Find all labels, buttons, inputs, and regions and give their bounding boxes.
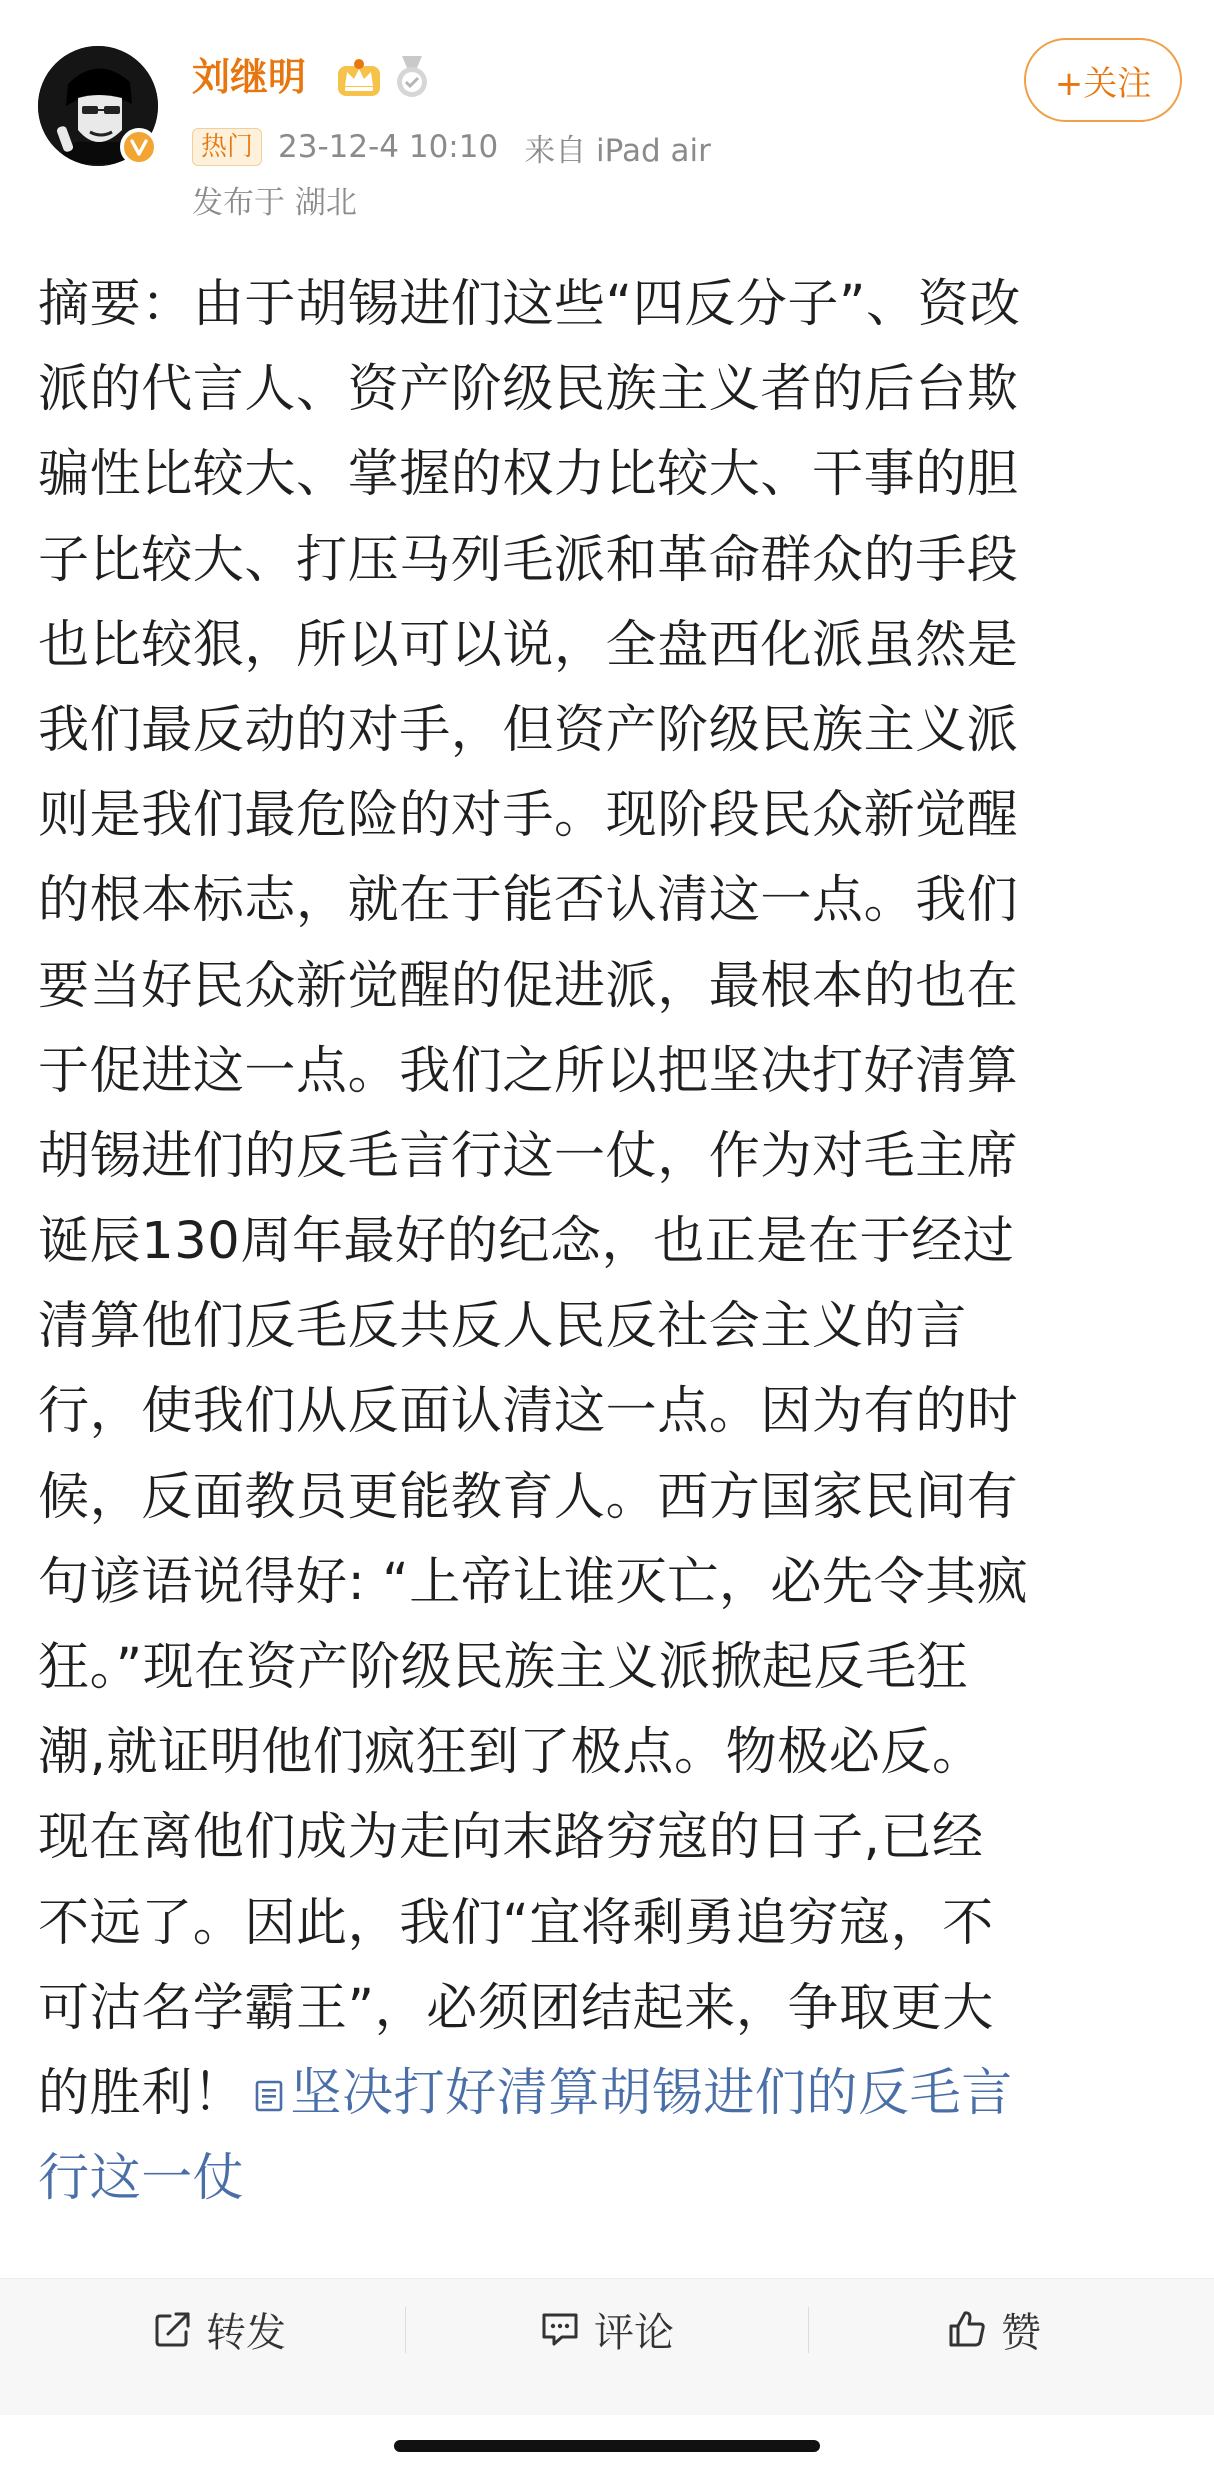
post-text-line: 要当好民众新觉醒的促进派，最根本的也在: [38, 956, 1019, 1016]
post-text-line: 现在离他们成为走向末路穷寇的日子,已经: [38, 1808, 984, 1868]
article-link[interactable]: 坚决打好清算胡锡进们的反毛言: [290, 2063, 1013, 2123]
post-body: [38, 262, 1188, 2221]
post-text-line: 也比较狠，所以可以说，全盘西化派虽然是: [38, 615, 1019, 675]
post-text-line: 清算他们反毛反共反人民反社会主义的言: [38, 1297, 967, 1357]
verified-badge-icon: [120, 128, 158, 166]
post-text-line: 则是我们最危险的对手。现阶段民众新觉醒: [38, 786, 1019, 846]
medal-icon: [392, 54, 432, 100]
post-text-line: 子比较大、打压马列毛派和革命群众的手段: [38, 530, 1019, 590]
post-text-line: 潮,就证明他们疯狂到了极点。物极必反。: [38, 1723, 984, 1783]
post-text-line-with-link: [38, 2051, 1188, 2136]
post-text-line: 句谚语说得好: “上帝让谁灭亡，必先令其疯: [38, 1552, 1029, 1612]
post-text-line: 行，使我们从反面认清这一点。因为有的时: [38, 1382, 1019, 1442]
post-text-line: 可沽名学霸王”，必须团结起来，争取更大: [38, 1978, 994, 2038]
post-meta: [192, 124, 711, 170]
username[interactable]: 刘继明: [192, 55, 307, 99]
post-text-line: 不远了。因此，我们“宜将剩勇追穷寇，不: [38, 1893, 994, 1953]
repost-label: 转发: [206, 2309, 286, 2356]
comment-label: 评论: [594, 2309, 674, 2356]
like-label: 赞: [1001, 2309, 1041, 2356]
post-text-line: [38, 2136, 1188, 2221]
post-source: 来自 iPad air: [524, 132, 711, 169]
post-text-tail: 的胜利！: [38, 2063, 245, 2123]
hot-badge: 热门: [192, 128, 262, 166]
repost-button[interactable]: [60, 2279, 380, 2379]
post-text-line: 诞辰130周年最好的纪念，也正是在于经过: [38, 1212, 1015, 1272]
thumbs-up-icon: [947, 2309, 987, 2349]
post-text-line: 候，反面教员更能教育人。西方国家民间有: [38, 1467, 1019, 1527]
post-text-line: 胡锡进们的反毛言行这一仗，作为对毛主席: [38, 1126, 1019, 1186]
post-text-line: 骗性比较大、掌握的权力比较大、干事的胆: [38, 445, 1019, 505]
action-divider: [808, 2307, 809, 2353]
post-text-line: 派的代言人、资产阶级民族主义者的后台欺: [38, 360, 1019, 420]
follow-button[interactable]: [1024, 38, 1182, 122]
comment-icon: [540, 2310, 580, 2348]
home-indicator[interactable]: [394, 2440, 820, 2452]
post-text-line: 狂。”现在资产阶级民族主义派掀起反毛狂: [38, 1638, 969, 1697]
post-text-line: 摘要：由于胡锡进们这些“四反分子”、资改: [38, 275, 1021, 334]
article-link-icon: [254, 2076, 284, 2114]
share-icon: [154, 2310, 192, 2348]
action-divider: [405, 2307, 406, 2353]
follow-label: +关注: [1054, 63, 1152, 104]
article-link-continued[interactable]: 行这一仗: [38, 2149, 245, 2209]
post-header: [0, 0, 1214, 240]
post-text-line: 我们最反动的对手，但资产阶级民族主义派: [38, 700, 1019, 760]
like-button[interactable]: [834, 2279, 1154, 2379]
crown-icon: [336, 56, 382, 98]
post-timestamp: 23-12-4 10:10: [278, 129, 499, 165]
post-text-line: 的根本标志，就在于能否认清这一点。我们: [38, 871, 1019, 931]
post-text-line: 于促进这一点。我们之所以把坚决打好清算: [38, 1041, 1019, 1101]
comment-button[interactable]: [447, 2279, 767, 2379]
action-bar: [0, 2278, 1214, 2415]
post-location: 发布于 湖北: [192, 185, 357, 221]
